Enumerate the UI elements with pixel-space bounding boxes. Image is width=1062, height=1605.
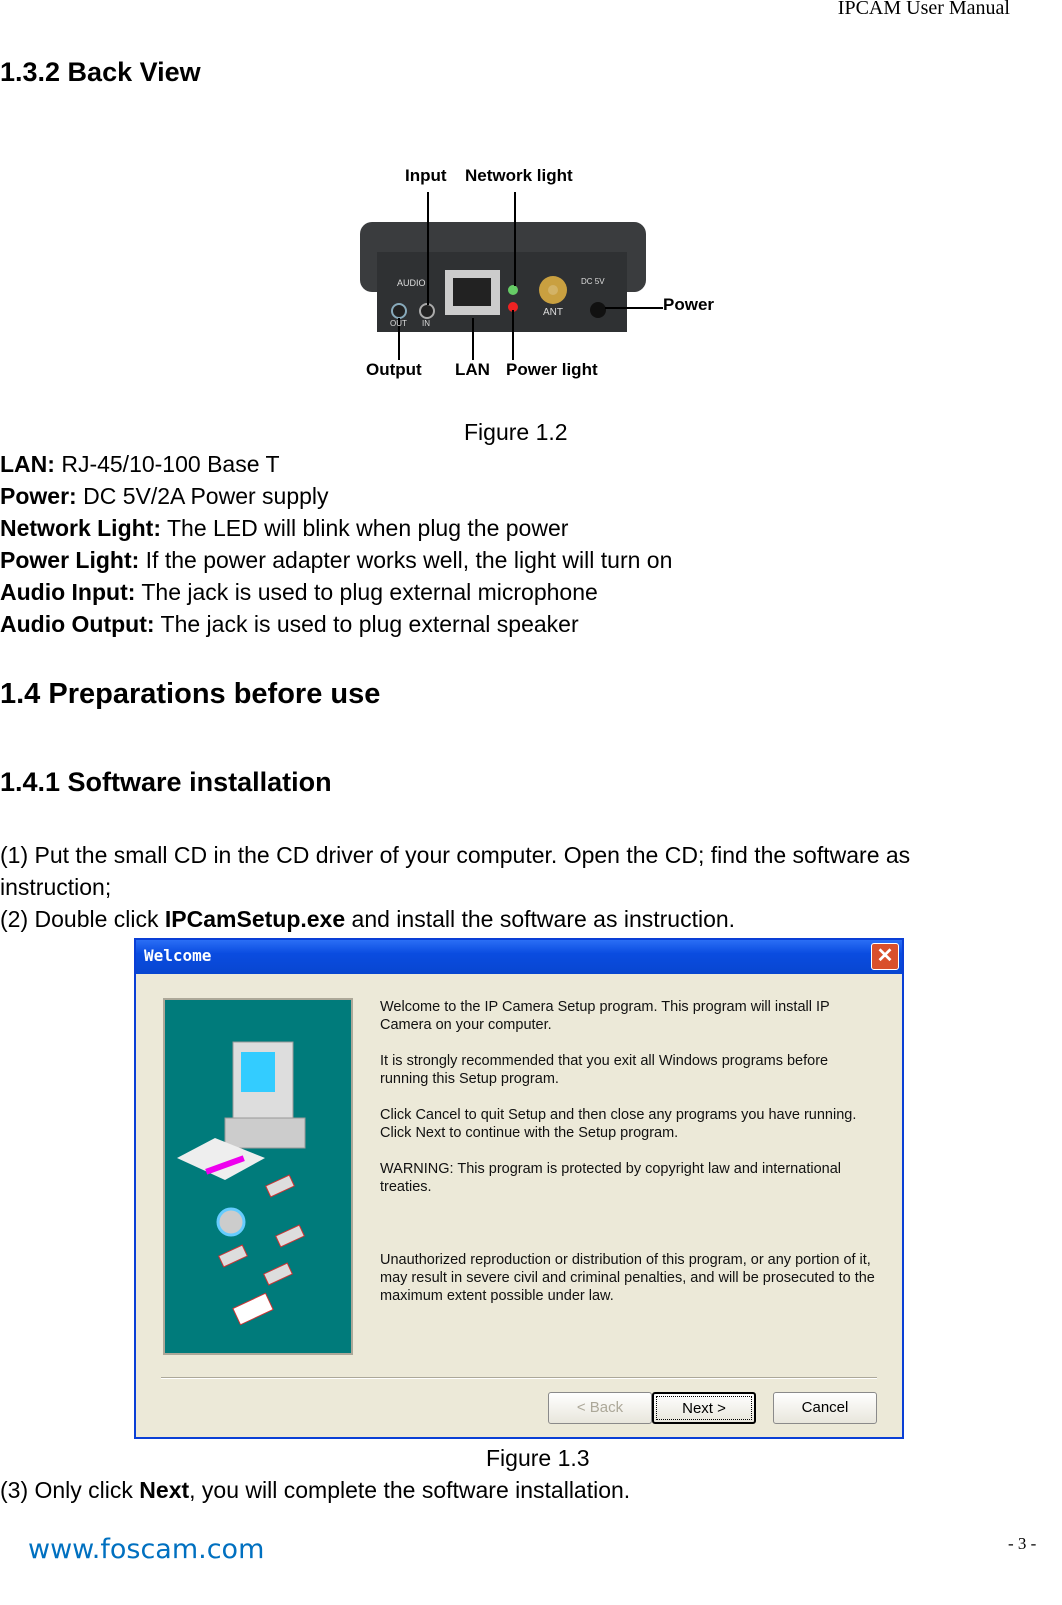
dialog-separator	[161, 1377, 877, 1379]
spec-desc: RJ-45/10-100 Base T	[54, 451, 280, 477]
setup-illustration	[163, 998, 353, 1355]
spec-power	[0, 483, 329, 510]
heading-back-view: 1.3.2 Back View	[0, 57, 201, 87]
heading-preparations: 1.4 Preparations before use	[0, 678, 381, 710]
spec-desc: The jack is used to plug external speaker	[154, 611, 579, 637]
step-2	[0, 906, 735, 933]
step-1-line-2: instruction;	[0, 874, 112, 900]
computer-illustration-icon	[165, 1000, 351, 1353]
spec-desc: The LED will blink when plug the power	[161, 515, 569, 541]
label-power: Power	[663, 295, 715, 314]
dialog-title: Welcome	[144, 946, 212, 965]
spec-desc: DC 5V/2A Power supply	[76, 483, 329, 509]
spec-term: Power:	[0, 483, 77, 509]
spec-term: LAN:	[0, 451, 55, 477]
text: (2) Double click	[0, 906, 165, 932]
spec-network-light	[0, 515, 568, 542]
next-emphasis: Next	[139, 1477, 190, 1503]
label-audio: AUDIO	[397, 278, 426, 288]
camera-back-image	[355, 160, 725, 390]
spec-audio-output	[0, 611, 579, 638]
text: and install the software as instruction.	[345, 906, 736, 932]
label-in: IN	[422, 319, 430, 328]
back-button[interactable]: < Back	[548, 1392, 652, 1424]
figure-1-3-caption: Figure 1.3	[486, 1445, 590, 1471]
text: , you will complete the software installation.	[189, 1477, 631, 1503]
label-input: Input	[405, 166, 447, 185]
running-header: IPCAM User Manual	[837, 0, 1010, 19]
label-out: OUT	[390, 319, 407, 328]
spec-desc: The jack is used to plug external microphone	[135, 579, 598, 605]
spec-term: Audio Input:	[0, 579, 136, 605]
spec-term: Network Light:	[0, 515, 161, 541]
spec-term: Audio Output:	[0, 611, 155, 637]
step-3	[0, 1477, 630, 1504]
label-output: Output	[366, 360, 422, 379]
label-network-light: Network light	[465, 166, 573, 185]
label-dc: DC 5V	[581, 277, 605, 286]
spec-power-light	[0, 547, 672, 574]
page-number: - 3 -	[1008, 1534, 1037, 1553]
dialog-text-legal: Unauthorized reproduction or distribution of this program, or any portion of it, may result in severe civil and criminal penalties, and will be prosecuted to the maximum extent possible under law.	[380, 1252, 875, 1304]
spec-term: Power Light:	[0, 547, 140, 573]
figure-1-2-caption: Figure 1.2	[464, 419, 568, 445]
welcome-dialog	[134, 938, 904, 1439]
label-lan: LAN	[455, 360, 490, 379]
cancel-button[interactable]: Cancel	[773, 1392, 877, 1424]
label-power-light: Power light	[506, 360, 598, 379]
close-icon[interactable]: ✕	[871, 943, 899, 970]
spec-audio-input	[0, 579, 598, 606]
dialog-text-warning: WARNING: This program is protected by copyright law and international treaties.	[380, 1161, 841, 1195]
dialog-text-welcome: Welcome to the IP Camera Setup program. This program will install IP Camera on your computer.	[380, 999, 830, 1033]
text: (3) Only click	[0, 1477, 140, 1503]
next-button[interactable]: Next >	[652, 1392, 756, 1424]
step-1-line-1: (1) Put the small CD in the CD driver of your computer. Open the CD; find the software as	[0, 842, 911, 868]
footer-website-link[interactable]: www.foscam.com	[28, 1534, 265, 1565]
label-ant: ANT	[543, 307, 563, 318]
dialog-text-recommend: It is strongly recommended that you exit all Windows programs before running this Setup program.	[380, 1053, 829, 1087]
dialog-title-bar	[136, 940, 902, 974]
camera-back-figure	[355, 160, 725, 390]
dialog-text-instructions: Click Cancel to quit Setup and then close any programs you have running. Click Next to continue with the Setup program.	[380, 1107, 857, 1141]
heading-software-installation: 1.4.1 Software installation	[0, 767, 332, 797]
spec-desc: If the power adapter works well, the light will turn on	[139, 547, 673, 573]
filename: IPCamSetup.exe	[164, 906, 346, 932]
spec-lan	[0, 451, 280, 478]
